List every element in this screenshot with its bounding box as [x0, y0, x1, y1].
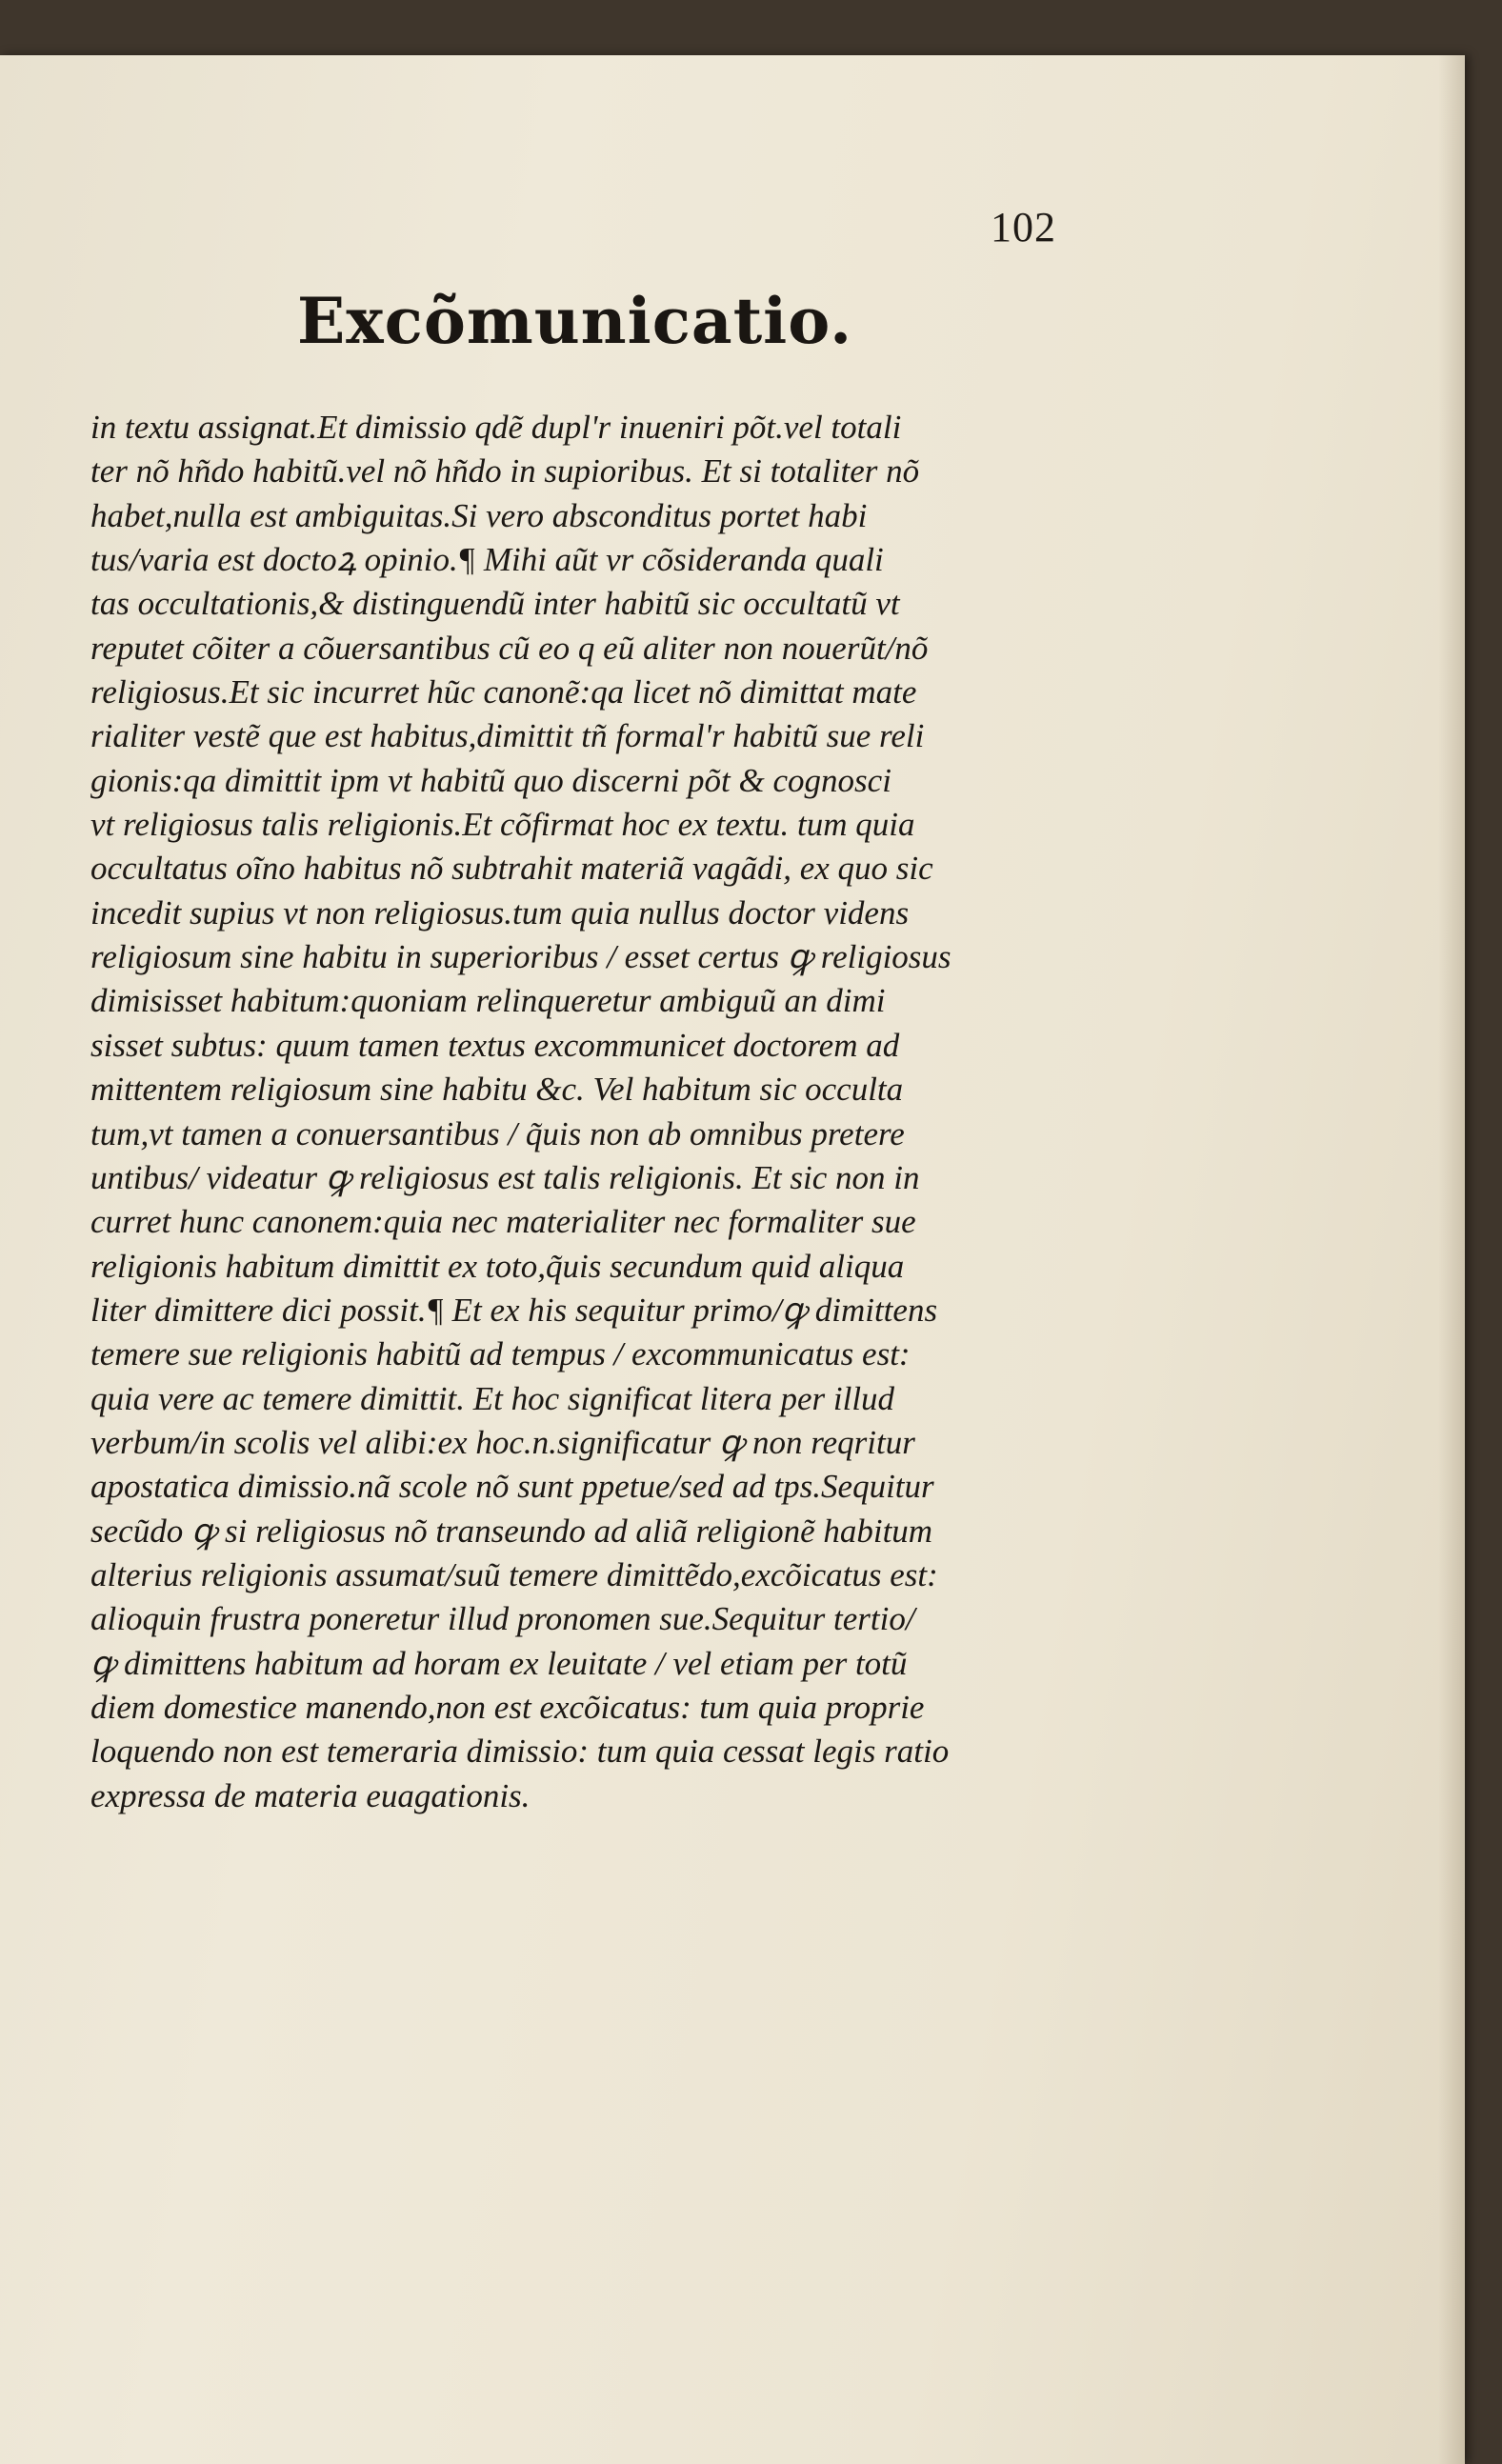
- running-head: Excõmunicatio.: [297, 284, 853, 358]
- text-line: vt religiosus talis religionis.Et cõfirmat hoc ex textu. tum quia: [90, 806, 915, 844]
- text-line: ter nõ hñdo habitũ.vel nõ hñdo in supioribus. Et si totaliter nõ: [90, 452, 920, 491]
- text-line: dimisisset habitum:quoniam relinqueretur ambiguũ an dimi: [90, 982, 886, 1020]
- text-line: apostatica dimissio.nã scole nõ sunt ppetue/sed ad tps.Sequitur: [90, 1468, 934, 1506]
- text-line: tum,vt tamen a conuersantibus / q̃uis non ab omnibus pretere: [90, 1114, 905, 1152]
- text-line: secũdo ꝙ si religiosus nõ transeundo ad aliã religionẽ habitum: [90, 1512, 933, 1550]
- text-line: tas occultationis,& distinguendũ inter habitũ sic occultatũ vt: [90, 585, 900, 623]
- text-line: sisset subtus: quum tamen textus excommunicet doctorem ad: [90, 1026, 900, 1064]
- text-line: religiosum sine habitu in superioribus / esset certus ꝙ religiosus: [90, 938, 951, 976]
- text-line: curret hunc canonem:quia nec materialiter nec formaliter sue: [90, 1203, 916, 1241]
- text-line: religiosus.Et sic incurret hũc canonẽ:qa licet nõ dimittat mate: [90, 673, 917, 711]
- text-line: diem domestice manendo,non est excõicatus: tum quia proprie: [90, 1688, 925, 1726]
- text-line: rialiter vestẽ que est habitus,dimittit tñ formal'r habitũ sue reli: [90, 717, 925, 755]
- text-line: untibus/ videatur ꝙ religiosus est talis religionis. Et sic non in: [90, 1158, 920, 1196]
- text-line: expressa de materia euagationis.: [90, 1776, 531, 1814]
- text-line: alterius religionis assumat/suũ temere dimittẽdo,excõicatus est:: [90, 1555, 938, 1593]
- text-line: quia vere ac temere dimittit. Et hoc significat litera per illud: [90, 1379, 895, 1417]
- text-line: occultatus oĩno habitus nõ subtrahit materiã vagãdi, ex quo sic: [90, 850, 933, 888]
- text-line: verbum/in scolis vel alibi:ex hoc.n.significatur ꝙ non reqritur: [90, 1423, 915, 1461]
- text-line: reputet cõiter a cõuersantibus cũ eo q eũ aliter non nouerũt/nõ: [90, 629, 929, 667]
- text-line: tus/varia est doctoꝝ opinio.¶ Mihi aũt vr cõsideranda quali: [90, 541, 884, 579]
- text-line: temere sue religionis habitũ ad tempus / excommunicatus est:: [90, 1335, 911, 1373]
- text-line: religionis habitum dimittit ex toto,q̃uis secundum quid aliqua: [90, 1247, 905, 1285]
- body-text: [90, 406, 1062, 1818]
- text-line: mittentem religiosum sine habitu &c. Vel habitum sic occulta: [90, 1071, 904, 1109]
- book-page: [0, 55, 1465, 2464]
- text-line: loquendo non est temeraria dimissio: tum quia cessat legis ratio: [90, 1733, 950, 1771]
- text-line: alioquin frustra poneretur illud pronomen sue.Sequitur tertio/: [90, 1600, 915, 1638]
- text-line: gionis:qa dimittit ipm vt habitũ quo discerni põt & cognosci: [90, 761, 891, 799]
- text-line: liter dimittere dici possit.¶ Et ex his sequitur primo/ꝙ dimittens: [90, 1291, 938, 1329]
- text-line: habet,nulla est ambiguitas.Si vero absconditus portet habi: [90, 496, 868, 534]
- text-line: in textu assignat.Et dimissio qdẽ dupl'r inueniri põt.vel totali: [90, 409, 902, 446]
- text-line: ꝙ dimittens habitum ad horam ex leuitate / vel etiam per totũ: [90, 1644, 908, 1682]
- text-line: incedit supius vt non religiosus.tum quia nullus doctor videns: [90, 893, 910, 932]
- folio-number: 102: [991, 204, 1056, 250]
